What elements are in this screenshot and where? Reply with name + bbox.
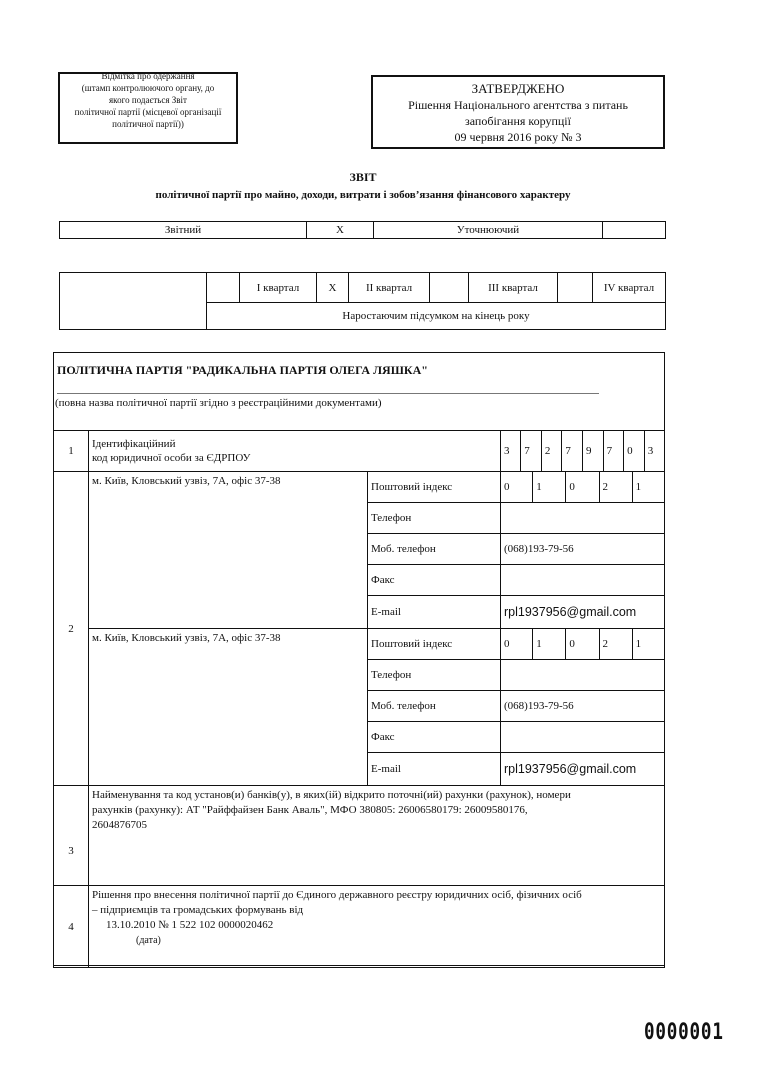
quarter-3-label: ІІІ квартал <box>469 273 558 303</box>
edrpou-label <box>89 431 501 472</box>
postal-digit: 1 <box>632 629 664 659</box>
postal-digit: 2 <box>599 629 632 659</box>
postal-label: Поштовий індекс <box>368 629 501 660</box>
edrpou-digit: 7 <box>562 431 583 471</box>
quarter-1-label: І квартал <box>240 273 317 303</box>
bank-line: рахунків (рахунку): АТ "Райффайзен Банк Аваль", МФО 380805: 26006580179: 26009580176, <box>92 804 528 816</box>
stamp-line: (штамп контролюючого органу, до <box>81 83 215 93</box>
fax-label: Факс <box>368 565 501 596</box>
quarter-1-mark: Х <box>317 273 349 303</box>
postal-digit: 1 <box>632 472 664 502</box>
reporting-label: Звітний <box>60 222 307 239</box>
clarifying-label: Уточнюючий <box>374 222 603 239</box>
phone-value <box>501 503 665 534</box>
edrpou-label-line-2: код юридичної особи за ЄДРПОУ <box>92 452 251 464</box>
edrpou-digit: 3 <box>644 431 664 471</box>
approval-line: Рішення Національного агентства з питань <box>408 98 628 112</box>
report-type-table <box>59 221 666 239</box>
registry-date-number: 13.10.2010 № 1 522 102 0000020462 <box>106 919 274 931</box>
address-2: м. Київ, Кловський узвіз, 7А, офіс 37-38 <box>89 629 368 786</box>
mobile-value: (068)193-79-56 <box>501 691 665 722</box>
party-name: ПОЛІТИЧНА ПАРТІЯ "РАДИКАЛЬНА ПАРТІЯ ОЛЕГА ЛЯШКА" <box>57 363 428 377</box>
quarter-3-mark <box>558 273 593 303</box>
row-2-number: 2 <box>54 472 89 786</box>
phone-value <box>501 660 665 691</box>
email-label: E-mail <box>368 596 501 629</box>
postal-digit: 0 <box>501 472 533 502</box>
receipt-stamp-box <box>58 72 238 144</box>
postal-digit: 0 <box>566 629 599 659</box>
email-label: E-mail <box>368 753 501 786</box>
fax-value <box>501 565 665 596</box>
postal-digit-row <box>501 472 664 502</box>
postal-label: Поштовий індекс <box>368 472 501 503</box>
row-3-number: 3 <box>54 786 89 886</box>
edrpou-digit: 3 <box>501 431 521 471</box>
party-name-note: (повна назва політичної партії згідно з реєстраційними документами) <box>55 397 382 409</box>
stamp-line: якого подається Звіт <box>109 95 187 105</box>
bank-line: Найменування та код установ(и) банків(у), в яких(ій) відкрито поточні(ий) рахунки (рахунок), номери <box>92 789 571 801</box>
period-blank-mark <box>207 273 240 303</box>
bank-accounts <box>89 786 665 886</box>
report-heading: ЗВІТ <box>349 170 377 184</box>
edrpou-digit: 7 <box>603 431 624 471</box>
edrpou-digit: 9 <box>582 431 603 471</box>
edrpou-label-line-1: Ідентифікаційний <box>92 438 176 450</box>
stamp-line: політичної партії)) <box>112 119 184 129</box>
page-serial-number: 0000001 <box>644 1020 724 1045</box>
registry-decision <box>89 886 665 968</box>
edrpou-digit-row <box>501 431 664 471</box>
edrpou-digits <box>501 431 665 472</box>
phone-label: Телефон <box>368 503 501 534</box>
address-1: м. Київ, Кловський узвіз, 7А, офіс 37-38 <box>89 472 368 629</box>
postal-digit: 1 <box>533 472 566 502</box>
registry-date-caption: (дата) <box>136 935 161 946</box>
mobile-label: Моб. телефон <box>368 534 501 565</box>
mobile-value: (068)193-79-56 <box>501 534 665 565</box>
postal-digit: 0 <box>566 472 599 502</box>
approval-box <box>371 75 665 149</box>
postal-digit: 1 <box>533 629 566 659</box>
phone-label: Телефон <box>368 660 501 691</box>
postal-digits <box>501 629 665 660</box>
mobile-label: Моб. телефон <box>368 691 501 722</box>
registry-line: – підприємців та громадських формувань від <box>92 904 304 916</box>
postal-digit-row <box>501 629 664 659</box>
row-1-number: 1 <box>54 431 89 472</box>
period-table <box>59 272 666 330</box>
party-name-underline <box>57 393 599 394</box>
postal-digits <box>501 472 665 503</box>
approval-title: ЗАТВЕРДЖЕНО <box>471 81 565 96</box>
registry-line: Рішення про внесення політичної партії до Єдиного державного реєстру юридичних осіб, фізичних осіб <box>92 889 582 901</box>
quarter-2-label: ІІ квартал <box>349 273 430 303</box>
postal-digit: 0 <box>501 629 533 659</box>
edrpou-digit: 2 <box>541 431 562 471</box>
quarter-2-mark <box>430 273 469 303</box>
stamp-line: політичної партії (місцевої організації <box>74 107 222 117</box>
period-blank-cell <box>60 273 207 330</box>
approval-line: 09 червня 2016 року № 3 <box>454 130 582 144</box>
fax-value <box>501 722 665 753</box>
postal-digit: 2 <box>599 472 632 502</box>
approval-line: запобігання корупції <box>465 114 571 128</box>
row-4-number: 4 <box>54 886 89 968</box>
email-value: rpl1937956@gmail.com <box>501 753 665 786</box>
stamp-line: Відмітка про одержання <box>101 71 195 81</box>
edrpou-digit: 0 <box>624 431 645 471</box>
report-subheading: політичної партії про майно, доходи, витрати і зобов’язання фінансового характеру <box>155 189 571 201</box>
reporting-mark: Х <box>307 222 374 239</box>
email-value: rpl1937956@gmail.com <box>501 596 665 629</box>
quarter-4-label: IV квартал <box>593 273 666 303</box>
bank-line: 2604876705 <box>92 819 147 831</box>
edrpou-digit: 7 <box>521 431 542 471</box>
clarifying-mark <box>603 222 666 239</box>
cumulative-label: Наростаючим підсумком на кінець року <box>207 303 666 330</box>
party-details-table <box>53 430 665 968</box>
fax-label: Факс <box>368 722 501 753</box>
